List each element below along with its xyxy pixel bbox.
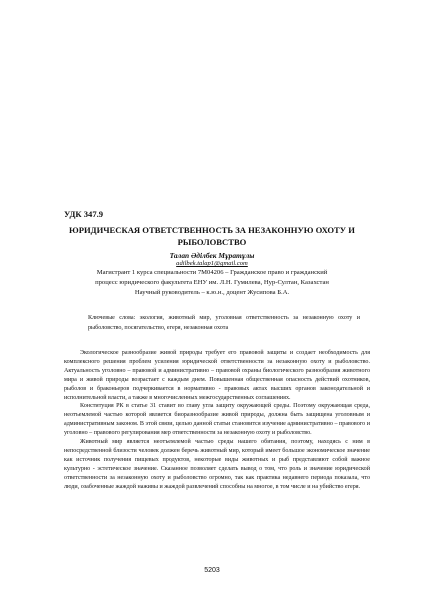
affiliation-line: Научный руководитель – к.ю.н., доцент Жусипова Б.А. <box>134 289 290 297</box>
affiliation-line: Магистрант 1 курса специальности 7М04206 – Гражданское право и гражданский <box>96 269 328 276</box>
author-email[interactable]: adilbek.talap1@gmail.com <box>176 260 248 267</box>
article-body <box>64 349 370 492</box>
affiliation-line: процесс юридического факультета ЕНУ им. Л.Н. Гумилева, Нур-Султан, Казахстан <box>95 279 329 287</box>
author-affiliation <box>74 268 350 299</box>
author-name: Талап Әділбек Мұратұлы <box>169 251 255 260</box>
body-paragraph: Экологическое разнообразие живой природы требует его правовой защиты и создает необходимость для комплексного решения проблем усиления юридической ответственности за незаконную охоту и рыболовство. Актуальность уголовно – правовой и административно – правовой охраны биологического разнообразия животного мира и живой природы возрастает с каждым днем. Повышенная общественная опасность действий охотников, рыболов и браконьеров подчеркивается в нормативно - правовых актах высших органов законодательной и исполнительной власти, а также в многочисленных межгосударственных соглашениях. <box>64 350 370 401</box>
article-title: ЮРИДИЧЕСКАЯ ОТВЕТСТВЕННОСТЬ ЗА НЕЗАКОННУЮ ОХОТУ И РЫБОЛОВСТВО <box>69 225 355 247</box>
udk-code: УДК 347.9 <box>64 209 104 219</box>
body-paragraph: Конституция РК в статье 31 ставит во главу угла защиту окружающей среды. Поэтому окружающая среда, неотъемлемой частью которой является биоразнообразие живой природы, должна быть защищена уголовным и административным законом. В этой связи, целью данной статьи становится изучение административно – правового и уголовно – правового регулирования мер ответственности за незаконную охоту и рыболовство. <box>64 403 370 437</box>
body-paragraph: Животный мир является неотъемлемой частью среды нашего обитания, поэтому, находясь с ним в непосредственной близости человек должен беречь животный мир, который имеет большое экономическое значение как источник получения пищевых продуктов, некоторые виды животных и рыб представляют собой важное культурно - эстетическое значение. Сказанное позволяет сделать вывод о том, что роль и значение юридической ответственности за незаконную охоту и рыболовство огромно, так как практика недавнего периода показала, что люди, озабоченные жаждой наживы и жаждой развлечений способны на многое, в том числе и на убийство егеря. <box>64 439 370 490</box>
page-number: 5203 <box>204 567 220 574</box>
keywords: Ключевые слова: экология, животный мир, уголовная ответственность за незаконную охоту и рыболовство, посягательство, егеря, незаконная охота <box>88 315 360 331</box>
